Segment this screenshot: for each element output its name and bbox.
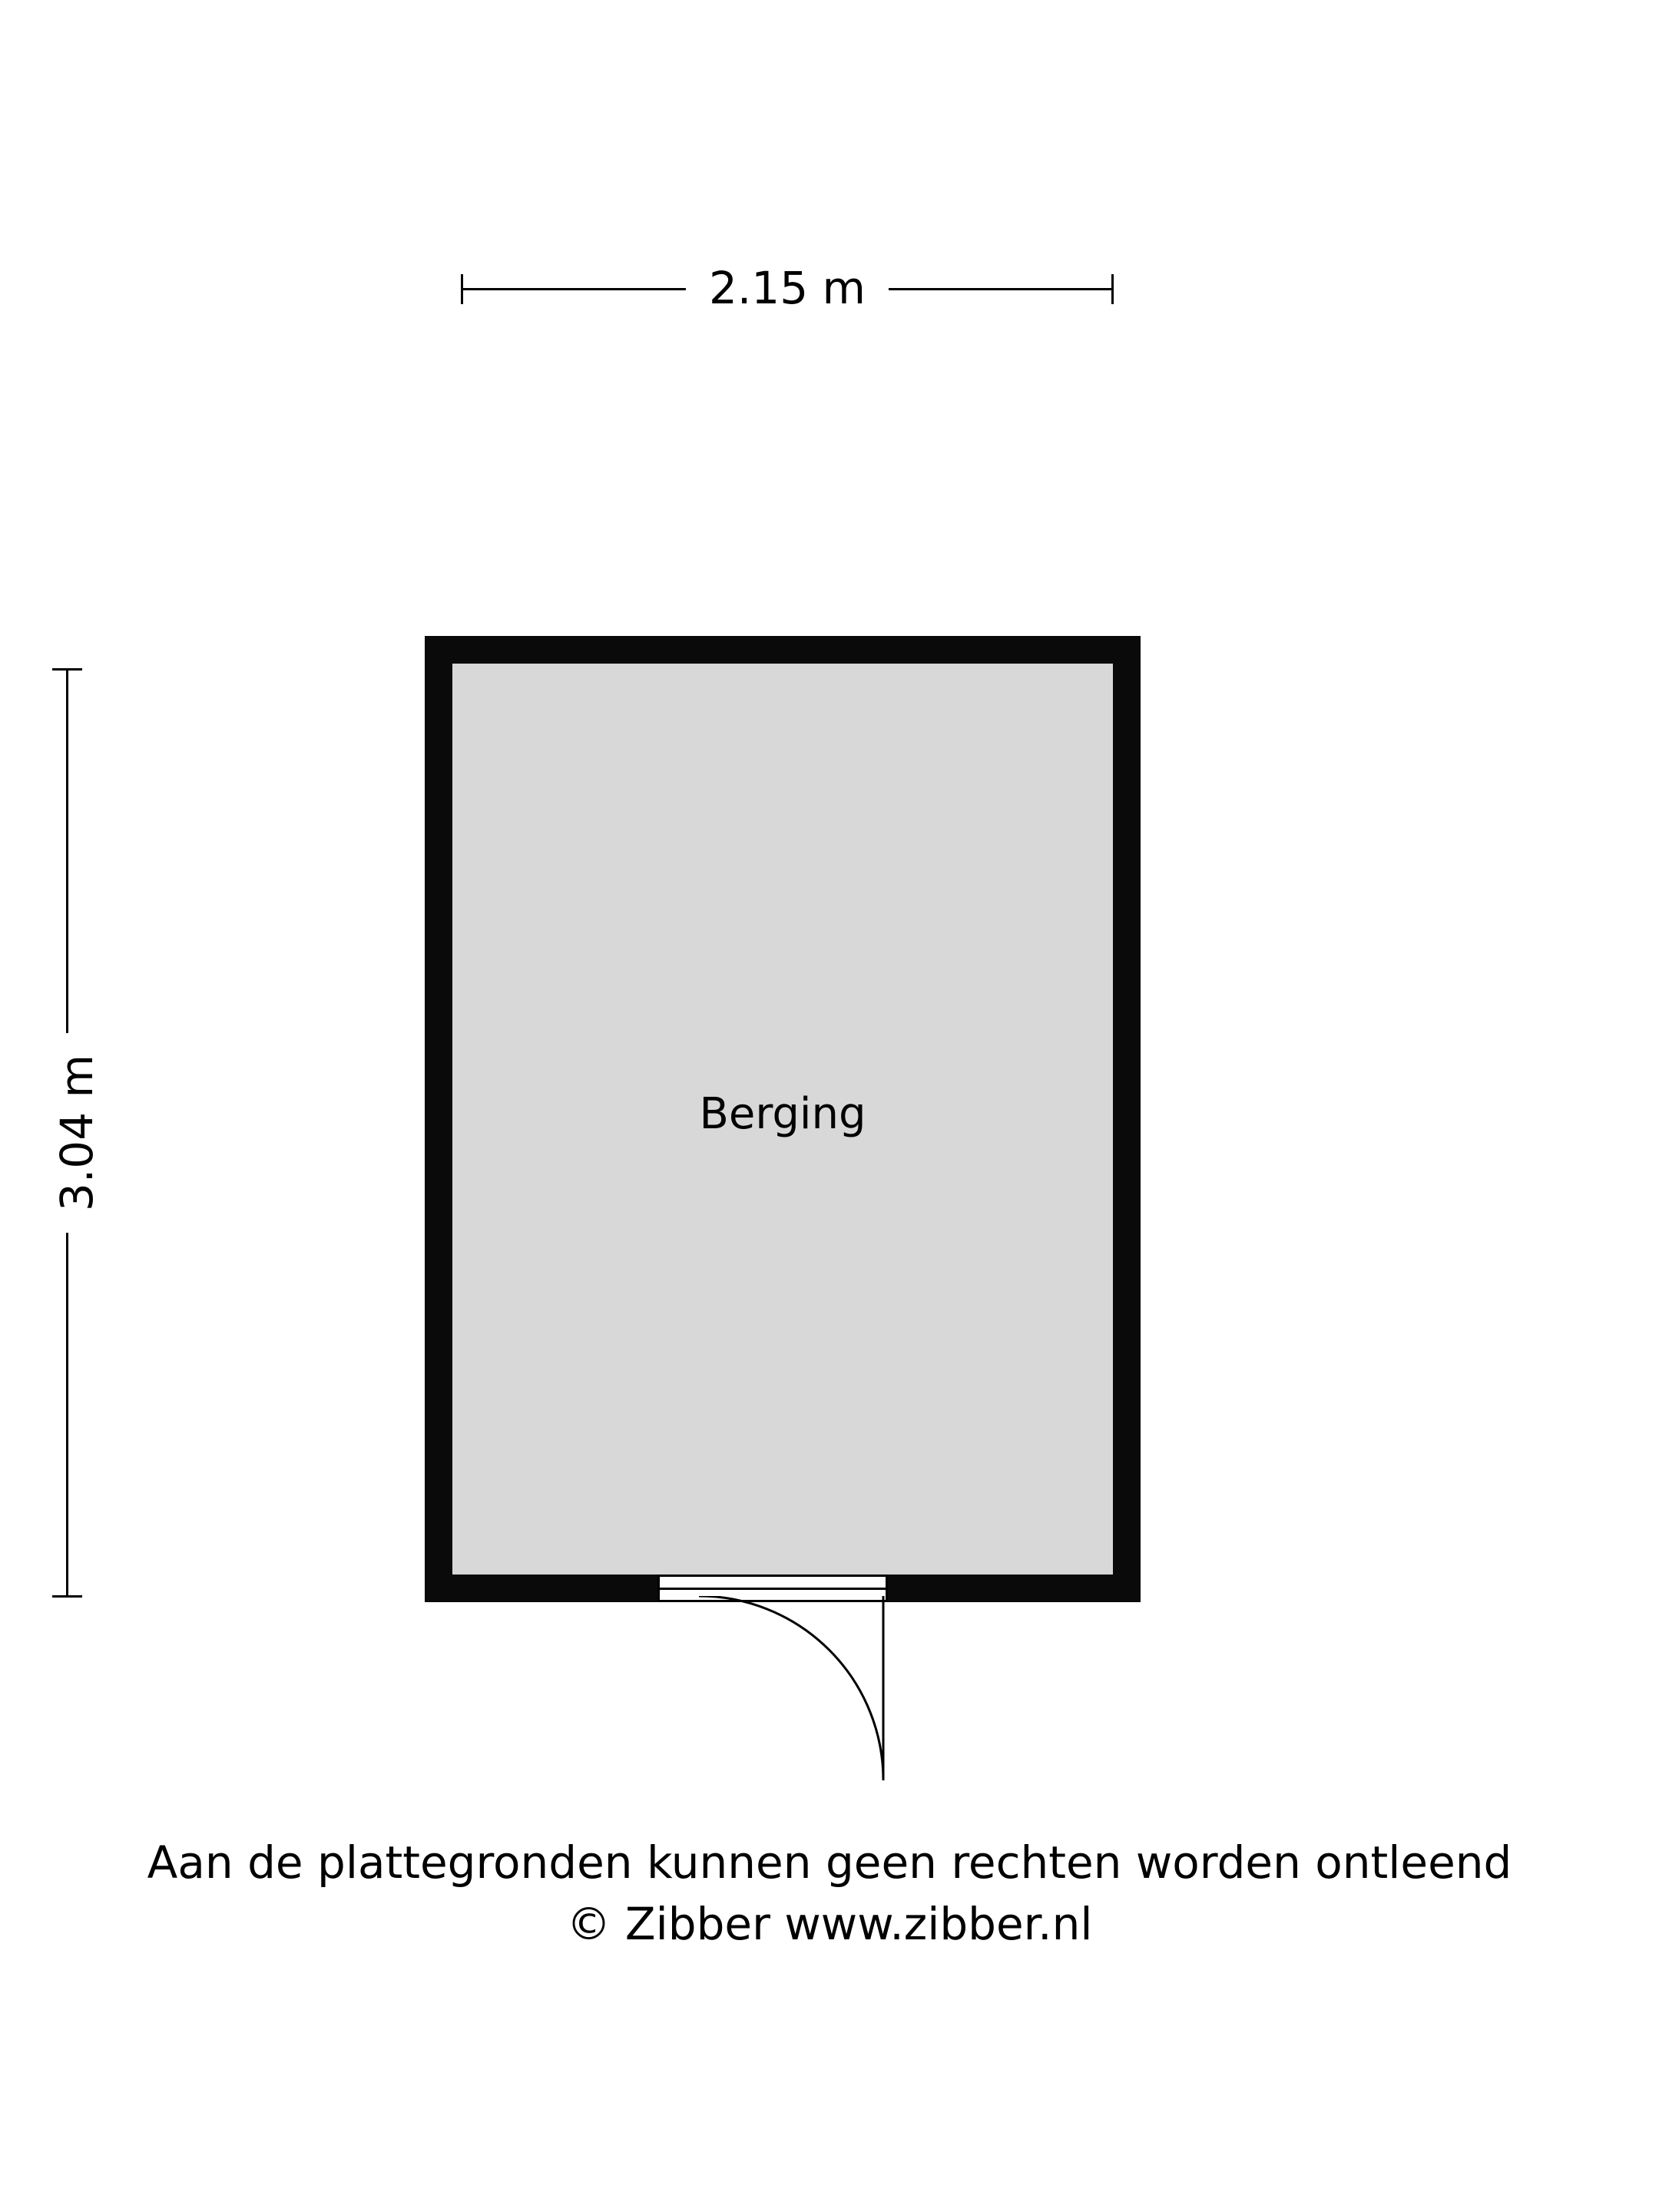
footer-copyright: © Zibber www.zibber.nl (566, 1898, 1093, 1950)
door-swing-icon (653, 1596, 891, 1788)
dimension-width (461, 253, 1114, 323)
footer (0, 1832, 1659, 1955)
dimension-height (31, 668, 123, 1598)
dimension-height-bottom-tick (52, 1595, 82, 1598)
room-outline (425, 636, 1141, 1602)
footer-disclaimer: Aan de plattegronden kunnen geen rechten worden ontleend (147, 1836, 1512, 1889)
dimension-width-label: 2.15 m (686, 253, 889, 323)
dimension-width-right-tick (1111, 274, 1114, 304)
room-name-label: Berging (699, 1089, 866, 1139)
dimension-height-label: 3.04 m (41, 1033, 112, 1233)
